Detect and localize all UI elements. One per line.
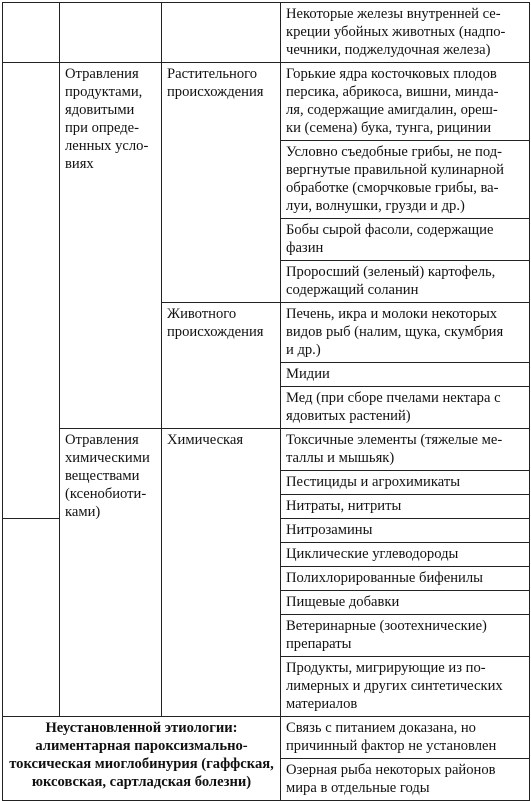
cell-fish-organs (281, 303, 530, 363)
cell-toxic-elements (281, 429, 530, 471)
cell-nitrates (281, 495, 530, 519)
table-row (3, 63, 530, 141)
text-line: Отравления (65, 66, 139, 82)
text-line: юксовская, сартладская болезни) (31, 774, 252, 790)
text-line: содержащий соланин (286, 282, 419, 298)
text-line: Неустановленной этиологии: (45, 720, 238, 736)
cell-animal-origin (162, 303, 281, 429)
text-line: Отравления (65, 432, 139, 448)
cell-honey (281, 387, 530, 429)
text-line: происхождения (167, 84, 264, 100)
text-line: Связь с питанием доказана, но (286, 720, 476, 736)
cell-chemical-label (60, 429, 162, 717)
text-line: и др.) (286, 342, 321, 358)
cell-food-conditional-label (60, 63, 162, 429)
text-line: Нитраты, нитриты (286, 498, 402, 514)
text-line: фазин (286, 240, 324, 256)
text-line: Полихлорированные бифенилы (286, 570, 483, 586)
text-line: алиментарная пароксизмально- (35, 738, 248, 754)
table-row (3, 429, 530, 471)
text-line: веществами (65, 468, 140, 484)
text-line: креции убойных животных (надпо- (286, 24, 506, 40)
cell-raw-beans (281, 219, 530, 261)
empty-cell (60, 3, 162, 63)
text-line: Мед (при сборе пчелами нектара с (286, 390, 501, 406)
text-line: химическими (65, 450, 150, 466)
text-line: ля, содержащие амигдалин, ореш- (286, 102, 498, 118)
cell-conditional-mushrooms (281, 141, 530, 219)
text-line: продуктами, (65, 84, 143, 100)
empty-cell (162, 3, 281, 63)
cell-lake-fish (281, 759, 530, 801)
text-line: препараты (286, 636, 352, 652)
text-line: Горькие ядра косточковых плодов (286, 66, 497, 82)
text-line: Ветеринарные (зоотехнические) (286, 618, 487, 634)
text-line: таллы и мышьяк) (286, 450, 395, 466)
text-line: токсическая миоглобинурия (гаффская, (9, 756, 274, 772)
text-line: Токсичные элементы (тяжелые ме- (286, 432, 503, 448)
text-line: Условно съедобные грибы, не под- (286, 144, 503, 160)
text-line: луи, волнушки, грузди и др.) (286, 198, 465, 214)
text-line: происхождения (167, 324, 264, 340)
text-line: при опреде- (65, 120, 140, 136)
text-line: Мидии (286, 366, 330, 382)
text-line: виях (65, 156, 94, 172)
text-line: Пестициды и агрохимикаты (286, 474, 460, 490)
text-line: Животного (167, 306, 237, 322)
text-line: Пищевые добавки (286, 594, 400, 610)
text-line: обработке (сморчковые грибы, ва- (286, 180, 499, 196)
text-line: Бобы сырой фасоли, содержащие (286, 222, 494, 238)
cell-glands (281, 3, 530, 63)
text-line: видов рыб (налим, щука, скумбрия (286, 324, 504, 340)
text-line: персика, абрикоса, вишни, минда- (286, 84, 499, 100)
text-line: Некоторые железы внутренней се- (286, 6, 501, 22)
text-line: вергнутые правильной кулинарной (286, 162, 504, 178)
text-line: Химическая (167, 432, 244, 448)
text-line: Циклические углеводороды (286, 546, 459, 562)
text-line: Нитрозамины (286, 522, 373, 538)
cell-plant-origin (162, 63, 281, 303)
table-row (3, 717, 530, 759)
text-line: (ксенобиоти- (65, 486, 147, 502)
cell-bitter-kernels (281, 63, 530, 141)
text-line: Печень, икра и молоки некоторых (286, 306, 498, 322)
text-line: мира в отдельные годы (286, 780, 430, 796)
text-line: ядовитыми (65, 102, 135, 118)
text-line: Растительного (167, 66, 258, 82)
text-line: ленных усло- (65, 138, 149, 154)
cell-unknown-etiology (3, 717, 281, 801)
text-line: Озерная рыба некоторых районов (286, 762, 496, 778)
text-line: Продукты, мигрирующие из по- (286, 660, 486, 676)
food-poisoning-classification-table (2, 2, 530, 801)
cell-pesticides (281, 471, 530, 495)
text-line: ки (семена) бука, тунга, рицинии (286, 120, 492, 136)
cell-additives (281, 591, 530, 615)
empty-cell (3, 519, 60, 717)
cell-polymers (281, 657, 530, 717)
text-line: Проросший (зеленый) картофель, (286, 264, 496, 280)
cell-nitrosamines (281, 519, 530, 543)
cell-unknown-link (281, 717, 530, 759)
cell-veterinary (281, 615, 530, 657)
cell-pcb (281, 567, 530, 591)
text-line: ядовитых растений) (286, 408, 411, 424)
cell-hydrocarbons (281, 543, 530, 567)
text-line: лимерных и других синтетических (286, 678, 503, 694)
cell-sprouted-potato (281, 261, 530, 303)
table-row (3, 3, 530, 63)
empty-cell (3, 63, 60, 519)
cell-mussels (281, 363, 530, 387)
text-line: причинный фактор не установлен (286, 738, 497, 754)
text-line: ками) (65, 504, 101, 520)
cell-chemical (162, 429, 281, 717)
text-line: материалов (286, 696, 358, 712)
empty-cell (3, 3, 60, 63)
text-line: чечники, поджелудочная железа) (286, 42, 491, 58)
